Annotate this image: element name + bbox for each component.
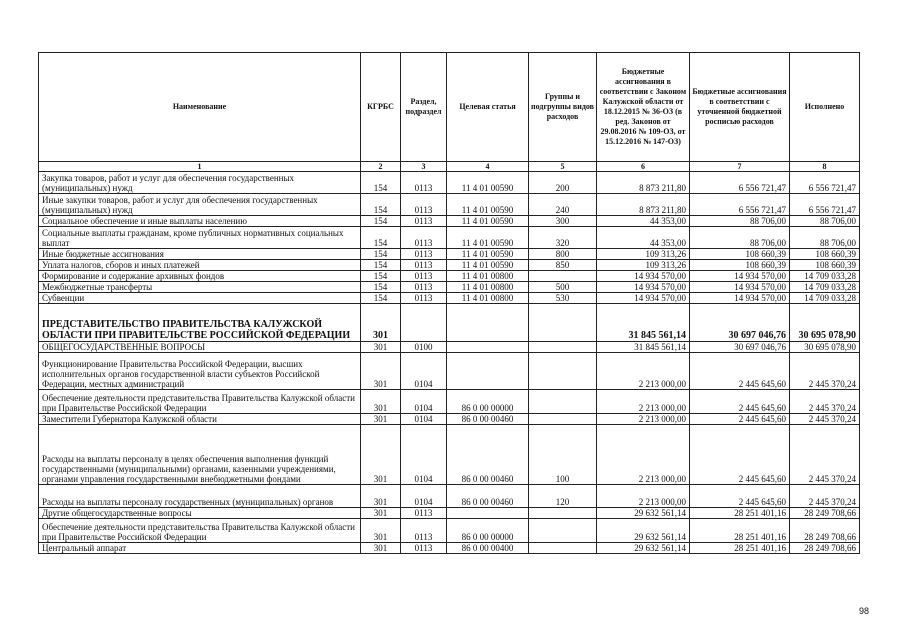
row-executed-amount: 28 249 708,66 [790,508,860,519]
row-law-amount: 2 213 000,00 [597,425,690,485]
row-name: Социальные выплаты гражданам, кроме публичных нормативных социальных выплат [39,227,361,249]
row-target-item [447,342,529,353]
row-expense-group [529,353,597,390]
row-target-item [447,304,529,342]
row-plan-amount: 2 445 645,60 [690,425,790,485]
table-row [39,390,860,414]
row-law-amount: 109 313,26 [597,249,690,260]
row-law-amount: 2 213 000,00 [597,485,690,508]
row-target-item: 11 4 01 00800 [447,271,529,282]
row-kgrbs: 154 [361,227,401,249]
table-row [39,227,860,249]
table-row [39,304,860,342]
table-row [39,353,860,390]
row-law-amount: 109 313,26 [597,260,690,271]
row-expense-group: 240 [529,194,597,216]
row-name: Функционирование Правительства Российской Федерации, высших исполнительных органов государственной власти субъектов Российской Федерации, местных администраций [39,353,361,390]
column-number: 2 [361,162,401,172]
row-executed-amount: 108 660,39 [790,249,860,260]
row-target-item: 86 0 00 00460 [447,425,529,485]
row-kgrbs: 301 [361,543,401,554]
row-target-item: 11 4 01 00590 [447,227,529,249]
table-row [39,260,860,271]
row-plan-amount: 28 251 401,16 [690,543,790,554]
row-section: 0113 [401,249,447,260]
row-kgrbs: 301 [361,519,401,543]
row-name: Субвенции [39,293,361,304]
header-refined-allocations: Бюджетные ассигнования в соответствии с уточненной бюджетной росписью расходов [690,53,790,162]
row-executed-amount: 14 709 033,28 [790,293,860,304]
row-section: 0113 [401,194,447,216]
row-target-item: 11 4 01 00800 [447,293,529,304]
row-target-item: 86 0 00 00000 [447,390,529,414]
row-expense-group: 800 [529,249,597,260]
row-section: 0113 [401,508,447,519]
row-expense-group [529,519,597,543]
column-number-row [39,162,860,172]
table-row [39,508,860,519]
row-kgrbs: 301 [361,342,401,353]
row-kgrbs: 154 [361,172,401,194]
table-row [39,293,860,304]
row-kgrbs: 301 [361,485,401,508]
row-executed-amount: 30 695 078,90 [790,304,860,342]
row-expense-group: 530 [529,293,597,304]
row-executed-amount: 30 695 078,90 [790,342,860,353]
table-row [39,282,860,293]
row-executed-amount: 2 445 370,24 [790,390,860,414]
row-kgrbs: 301 [361,425,401,485]
row-expense-group [529,543,597,554]
header-law-allocations: Бюджетные ассигнования в соответствии с Законом Калужской области от 18.12.2015 № 36-ОЗ (в ред. Законов от 29.08.2016 № 109-ОЗ, от 15.12.2016 № 147-ОЗ) [597,53,690,162]
row-name: Центральный аппарат [39,543,361,554]
page-number: 98 [858,606,869,616]
row-plan-amount: 6 556 721,47 [690,194,790,216]
row-plan-amount: 2 445 645,60 [690,414,790,425]
column-number: 1 [39,162,361,172]
row-law-amount: 29 632 561,14 [597,508,690,519]
header-executed: Исполнено [790,53,860,162]
row-plan-amount: 108 660,39 [690,260,790,271]
row-expense-group: 320 [529,227,597,249]
row-target-item: 11 4 01 00590 [447,260,529,271]
row-law-amount: 8 873 211,80 [597,172,690,194]
row-expense-group [529,390,597,414]
row-plan-amount: 28 251 401,16 [690,508,790,519]
row-plan-amount: 88 706,00 [690,216,790,227]
row-expense-group [529,414,597,425]
row-plan-amount: 2 445 645,60 [690,485,790,508]
header-expense-groups: Группы и подгруппы видов расходов [529,53,597,162]
row-law-amount: 8 873 211,80 [597,194,690,216]
row-executed-amount: 28 249 708,66 [790,543,860,554]
row-section: 0113 [401,227,447,249]
column-number: 3 [401,162,447,172]
budget-table [38,52,860,554]
row-law-amount: 2 213 000,00 [597,353,690,390]
header-kgrbs: КГРБС [361,53,401,162]
row-executed-amount: 88 706,00 [790,227,860,249]
row-name: Заместители Губернатора Калужской области [39,414,361,425]
row-target-item [447,508,529,519]
row-plan-amount: 6 556 721,47 [690,172,790,194]
row-name: ОБЩЕГОСУДАРСТВЕННЫЕ ВОПРОСЫ [39,342,361,353]
row-name: Иные закупки товаров, работ и услуг для обеспечения государственных (муниципальных) нужд [39,194,361,216]
row-section: 0104 [401,414,447,425]
row-kgrbs: 301 [361,353,401,390]
row-executed-amount: 2 445 370,24 [790,414,860,425]
row-name: Уплата налогов, сборов и иных платежей [39,260,361,271]
row-kgrbs: 154 [361,282,401,293]
row-expense-group [529,342,597,353]
row-section [401,304,447,342]
column-number: 6 [597,162,690,172]
row-name: Формирование и содержание архивных фондов [39,271,361,282]
row-section: 0104 [401,425,447,485]
row-name: Расходы на выплаты персоналу государственных (муниципальных) органов [39,485,361,508]
row-section: 0113 [401,172,447,194]
row-law-amount: 14 934 570,00 [597,271,690,282]
row-target-item: 11 4 01 00800 [447,282,529,293]
row-target-item: 86 0 00 00460 [447,485,529,508]
table-row [39,194,860,216]
row-kgrbs: 301 [361,414,401,425]
row-target-item: 86 0 00 00460 [447,414,529,425]
table-row [39,249,860,260]
row-law-amount: 2 213 000,00 [597,390,690,414]
header-section: Раздел, подраздел [401,53,447,162]
row-name: Закупка товаров, работ и услуг для обеспечения государственных (муниципальных) нужд [39,172,361,194]
header-target-item: Целевая статья [447,53,529,162]
row-kgrbs: 301 [361,508,401,519]
row-executed-amount: 6 556 721,47 [790,172,860,194]
row-target-item: 11 4 01 00590 [447,172,529,194]
header-name: Наименование [39,53,361,162]
row-expense-group: 120 [529,485,597,508]
table-row [39,342,860,353]
row-section: 0113 [401,543,447,554]
row-name: ПРЕДСТАВИТЕЛЬСТВО ПРАВИТЕЛЬСТВА КАЛУЖСКОЙ ОБЛАСТИ ПРИ ПРАВИТЕЛЬСТВЕ РОССИЙСКОЙ ФЕДЕРАЦИИ [39,304,361,342]
row-name: Межбюджетные трансферты [39,282,361,293]
row-target-item: 86 0 00 00400 [447,543,529,554]
row-section: 0104 [401,390,447,414]
table-body [39,172,860,554]
table-row [39,519,860,543]
row-kgrbs: 154 [361,216,401,227]
row-plan-amount: 2 445 645,60 [690,390,790,414]
row-expense-group: 500 [529,282,597,293]
row-law-amount: 44 353,00 [597,216,690,227]
column-number: 5 [529,162,597,172]
row-executed-amount: 14 709 033,28 [790,282,860,293]
row-section: 0104 [401,353,447,390]
table-row [39,414,860,425]
row-expense-group: 300 [529,216,597,227]
row-law-amount: 14 934 570,00 [597,282,690,293]
table-row [39,425,860,485]
column-number: 4 [447,162,529,172]
row-executed-amount: 108 660,39 [790,260,860,271]
header-row [39,53,860,162]
column-number: 8 [790,162,860,172]
row-law-amount: 29 632 561,14 [597,543,690,554]
row-name: Обеспечение деятельности представительства Правительства Калужской области при Правительстве Российской Федерации [39,519,361,543]
row-target-item: 11 4 01 00590 [447,194,529,216]
row-plan-amount: 30 697 046,76 [690,304,790,342]
row-section: 0113 [401,293,447,304]
row-executed-amount: 28 249 708,66 [790,519,860,543]
row-name: Социальное обеспечение и иные выплаты населению [39,216,361,227]
table-row [39,216,860,227]
row-kgrbs: 301 [361,390,401,414]
table-row [39,543,860,554]
row-section: 0113 [401,216,447,227]
row-section: 0113 [401,260,447,271]
table-row [39,172,860,194]
row-section: 0113 [401,519,447,543]
row-kgrbs: 301 [361,304,401,342]
row-kgrbs: 154 [361,293,401,304]
row-law-amount: 44 353,00 [597,227,690,249]
row-plan-amount: 14 934 570,00 [690,271,790,282]
row-plan-amount: 30 697 046,76 [690,342,790,353]
row-kgrbs: 154 [361,194,401,216]
row-plan-amount: 2 445 645,60 [690,353,790,390]
row-kgrbs: 154 [361,260,401,271]
column-number: 7 [690,162,790,172]
row-target-item: 11 4 01 00590 [447,249,529,260]
budget-sheet [38,52,859,554]
row-law-amount: 29 632 561,14 [597,519,690,543]
row-kgrbs: 154 [361,249,401,260]
row-target-item [447,353,529,390]
row-section: 0100 [401,342,447,353]
row-plan-amount: 108 660,39 [690,249,790,260]
row-plan-amount: 14 934 570,00 [690,282,790,293]
row-kgrbs: 154 [361,271,401,282]
row-expense-group: 200 [529,172,597,194]
row-section: 0104 [401,485,447,508]
row-executed-amount: 2 445 370,24 [790,485,860,508]
row-law-amount: 14 934 570,00 [597,293,690,304]
row-executed-amount: 2 445 370,24 [790,353,860,390]
row-executed-amount: 14 709 033,28 [790,271,860,282]
row-plan-amount: 14 934 570,00 [690,293,790,304]
row-name: Иные бюджетные ассигнования [39,249,361,260]
row-name: Расходы на выплаты персоналу в целях обеспечения выполнения функций государственными (муниципальными) органами, казенными учреждениями, органами управления государственными внебюджетными фондами [39,425,361,485]
row-expense-group [529,271,597,282]
table-row [39,271,860,282]
row-target-item: 86 0 00 00000 [447,519,529,543]
row-law-amount: 2 213 000,00 [597,414,690,425]
row-expense-group: 100 [529,425,597,485]
row-executed-amount: 6 556 721,47 [790,194,860,216]
row-expense-group [529,304,597,342]
row-target-item: 11 4 01 00590 [447,216,529,227]
row-expense-group: 850 [529,260,597,271]
row-plan-amount: 28 251 401,16 [690,519,790,543]
table-row [39,485,860,508]
row-section: 0113 [401,271,447,282]
row-law-amount: 31 845 561,14 [597,304,690,342]
row-name: Обеспечение деятельности представительства Правительства Калужской области при Правительстве Российской Федерации [39,390,361,414]
row-name: Другие общегосударственные вопросы [39,508,361,519]
row-executed-amount: 2 445 370,24 [790,425,860,485]
row-expense-group [529,508,597,519]
row-plan-amount: 88 706,00 [690,227,790,249]
row-executed-amount: 88 706,00 [790,216,860,227]
row-section: 0113 [401,282,447,293]
row-law-amount: 31 845 561,14 [597,342,690,353]
